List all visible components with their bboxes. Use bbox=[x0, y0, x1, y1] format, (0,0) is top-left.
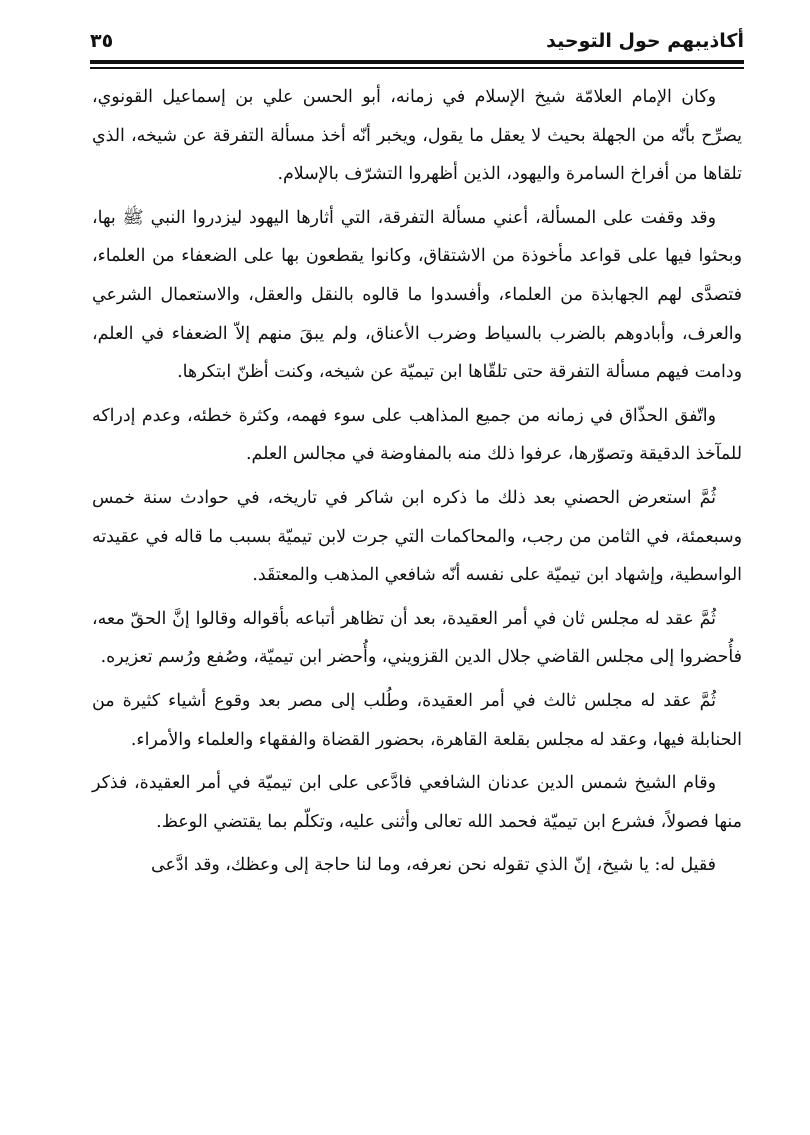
paragraph: وقد وقفت على المسألة، أعني مسألة التفرقة، التي أثارها اليهود ليزدروا النبي ﷺ بها، وبحثوا فيها على قواعد مأخوذة من الاشتقاق، وكانوا يقطعون بها على الضعفاء من العلماء، فتصدَّى لهم الجهابذة من العلماء، وأفسدوا ما قالوه بالنقل والعقل، والاستعمال الشرعي والعرف، وأبادوهم بالضرب بالسياط وضرب الأعناق، ولم يبقَ منهم إلاّ الضعفاء في العلم، ودامت فيهم مسألة التفرقة حتى تلقّاها ابن تيميّة عن شيخه، وكنت أظنّ ابتكرها. bbox=[92, 207, 742, 383]
paragraph: وقام الشيخ شمس الدين عدنان الشافعي فادَّعى على ابن تيميّة في أمر العقيدة، فذكر منها فصولاً، فشرع ابن تيميّة فحمد الله تعالى وأثنى عليه، وتكلّم بما يقتضي الوعظ. bbox=[92, 773, 742, 832]
paragraph: ثُمَّ عقد له مجلس ثالث في أمر العقيدة، وطُلب إلى مصر بعد وقوع أشياء كثيرة من الحنابلة فيها، وعقد له مجلس بقلعة القاهرة، بحضور القضاة والفقهاء والعلماء والأمراء. bbox=[92, 690, 742, 750]
paragraph: ثُمَّ استعرض الحصني بعد ذلك ما ذكره ابن شاكر في تاريخه، في حوادث سنة خمس وسبعمئة، في الثامن من رجب، والمحاكمات التي جرت لابن تيميّة بسبب ما قاله في عقيدته الواسطية، وإشهاد ابن تيميّة على نفسه أنّه شافعي المذهب والمعتقَد. bbox=[92, 487, 742, 586]
header-rule-thick bbox=[90, 60, 744, 64]
body-text bbox=[92, 78, 742, 890]
header-rule-thin bbox=[90, 67, 744, 69]
paragraph: وكان الإمام العلامّة شيخ الإسلام في زمانه، أبو الحسن علي بن إسماعيل القونوي، يصرِّح بأنّه من الجهلة بحيث لا يعقل ما يقول، ويخبر أنّه أخذ مسألة التفرقة عن شيخه، الذي تلقاها من أفراخ السامرة واليهود، الذين أظهروا التشرّف بالإسلام. bbox=[92, 87, 742, 185]
paragraph: واتّفق الحذّاق في زمانه من جميع المذاهب على سوء فهمه، وكثرة خطئه، وعدم إدراكه للمآخذ الدقيقة وتصوّرها، عرفوا ذلك منه بالمفاوضة في مجالس العلم. bbox=[92, 405, 742, 465]
page-header bbox=[90, 22, 744, 56]
paragraph: فقيل له: يا شيخ، إنّ الذي تقوله نحن نعرفه، وما لنا حاجة إلى وعظك، وقد ادَّعى bbox=[150, 855, 716, 876]
paragraph: ثُمَّ عقد له مجلس ثان في أمر العقيدة، بعد أن تظاهر أتباعه بأقواله وقالوا إنَّ الحقّ معه، فأُحضروا إلى مجلس القاضي جلال الدين القزويني، وأُحضر ابن تيميّة، وصُفع ورُسم تعزيره. bbox=[92, 608, 742, 668]
page-number: ٣٥ bbox=[90, 30, 114, 52]
running-title: أكاذيبهم حول التوحيد bbox=[546, 30, 744, 52]
